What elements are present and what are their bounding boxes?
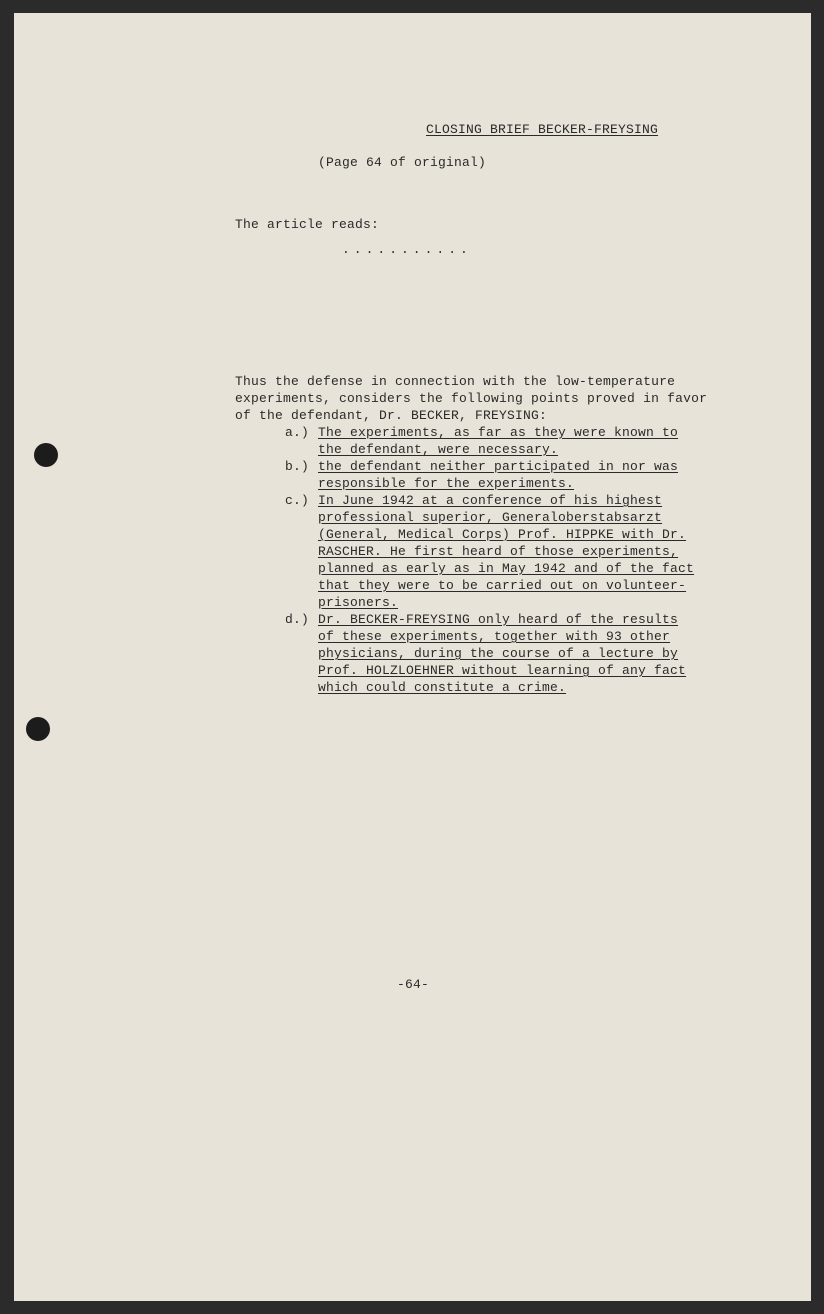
item-b-line: the defendant neither participated in nor was — [318, 459, 679, 474]
item-c-line: In June 1942 at a conference of his highest — [318, 493, 663, 508]
item-c-line: prisoners. — [318, 595, 399, 610]
article-reads-line: The article reads: — [235, 217, 380, 232]
item-d-line: which could constitute a crime. — [318, 680, 567, 695]
item-a-line: The experiments, as far as they were known to — [318, 425, 679, 440]
item-c-line: planned as early as in May 1942 and of the fact — [318, 561, 695, 576]
punch-hole — [34, 443, 58, 467]
page-number: -64- — [397, 977, 430, 992]
item-d-line: Prof. HOLZLOEHNER without learning of any fact — [318, 663, 687, 678]
page-reference: (Page 64 of original) — [318, 155, 487, 170]
item-label-a: a.) — [285, 425, 310, 440]
item-label-b: b.) — [285, 459, 310, 474]
item-c-line: RASCHER. He first heard of those experiments, — [318, 544, 679, 559]
item-b-line: responsible for the experiments. — [318, 476, 575, 491]
item-c-line: professional superior, Generaloberstabsarzt — [318, 510, 663, 525]
item-label-d: d.) — [285, 612, 310, 627]
punch-hole — [26, 717, 50, 741]
document-title: CLOSING BRIEF BECKER-FREYSING — [426, 122, 659, 137]
item-label-c: c.) — [285, 493, 310, 508]
item-c-line: (General, Medical Corps) Prof. HIPPKE with Dr. — [318, 527, 687, 542]
item-a-line: the defendant, were necessary. — [318, 442, 559, 457]
intro-line: of the defendant, Dr. BECKER, FREYSING: — [235, 408, 548, 423]
item-c-line: that they were to be carried out on volunteer- — [318, 578, 687, 593]
omission-dots: ........... — [342, 242, 472, 257]
item-d-line: of these experiments, together with 93 other — [318, 629, 671, 644]
intro-line: Thus the defense in connection with the low-temperature — [235, 374, 676, 389]
document-page — [14, 13, 811, 1301]
item-d-line: physicians, during the course of a lecture by — [318, 646, 679, 661]
item-d-line: Dr. BECKER-FREYSING only heard of the results — [318, 612, 679, 627]
intro-line: experiments, considers the following points proved in favor — [235, 391, 708, 406]
